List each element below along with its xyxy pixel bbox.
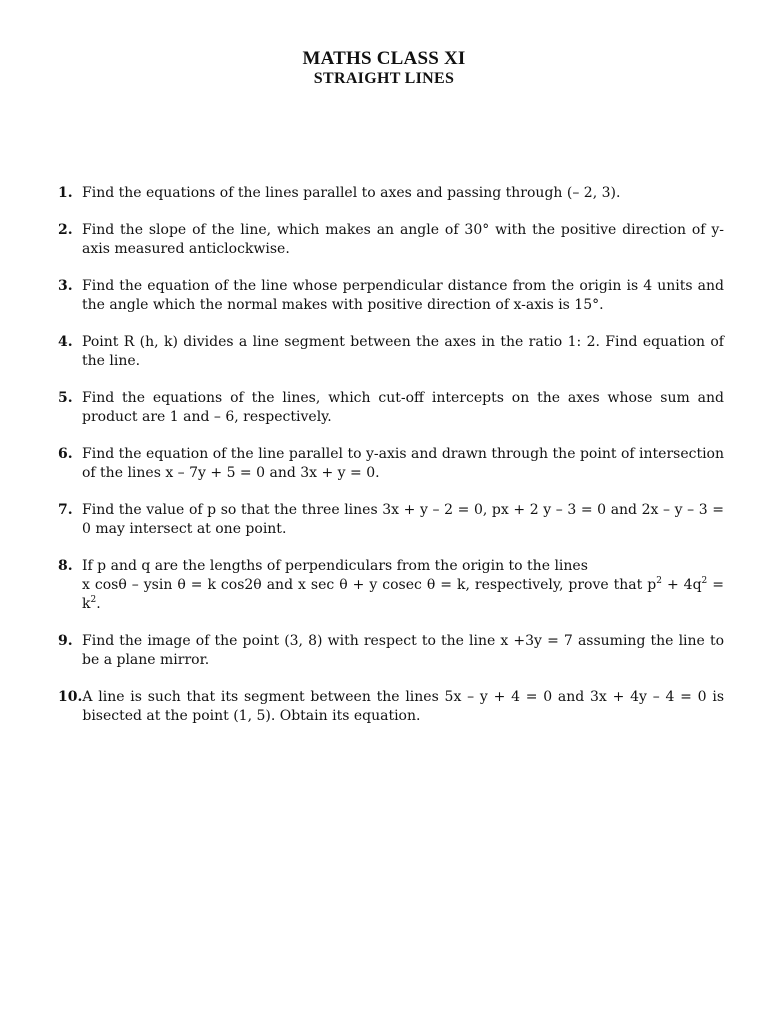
question-item (58, 333, 724, 371)
question-list (58, 184, 724, 744)
question-text: Find the equation of the line parallel to y-axis and drawn through the point of intersection of the lines x – 7y + 5 = 0 and 3x + y = 0. (82, 446, 724, 481)
question-text-line: If p and q are the lengths of perpendiculars from the origin to the lines (82, 558, 588, 574)
question-number: 5. (58, 390, 73, 406)
question-number: 9. (58, 633, 73, 649)
equation-text: x cosθ – ysin θ = k cos2θ and x sec θ + y cosec θ = k, respectively, prove that p (82, 577, 657, 593)
question-number: 7. (58, 502, 73, 518)
question-number: 8. (58, 558, 73, 574)
question-text: Point R (h, k) divides a line segment between the axes in the ratio 1: 2. Find equation of the line. (82, 334, 724, 369)
equation-text: = k (82, 577, 725, 612)
page-title: MATHS CLASS XI (302, 48, 466, 69)
exponent: 2 (90, 595, 97, 605)
question-item (58, 445, 724, 483)
question-number: 1. (58, 185, 73, 201)
question-text: Find the equation of the line whose perpendicular distance from the origin is 4 units and the angle which the normal makes with positive direction of x-axis is 15°. (82, 278, 724, 313)
question-item (58, 632, 724, 670)
equation-text: . (96, 596, 101, 612)
question-text: Find the equations of the lines, which cut-off intercepts on the axes whose sum and product are 1 and – 6, respectively. (82, 390, 724, 425)
equation-text: + 4q (661, 577, 702, 593)
question-number: 10. (58, 689, 83, 705)
question-item (58, 277, 724, 315)
question-item (58, 184, 724, 203)
exponent: 2 (701, 576, 708, 586)
question-item (58, 501, 724, 539)
page-subtitle: STRAIGHT LINES (313, 70, 455, 87)
question-item (58, 221, 724, 259)
question-item (58, 557, 724, 614)
exponent: 2 (656, 576, 662, 586)
question-number: 2. (58, 222, 73, 238)
question-number: 6. (58, 446, 73, 462)
question-text: Find the equations of the lines parallel to axes and passing through (– 2, 3). (82, 185, 621, 201)
question-item (58, 688, 724, 726)
question-text: Find the image of the point (3, 8) with respect to the line x +3y = 7 assuming the line to be a plane mirror. (82, 633, 724, 668)
question-text-line (82, 576, 724, 614)
question-text: Find the slope of the line, which makes an angle of 30° with the positive direction of y-axis measured anticlockwise. (82, 222, 724, 257)
question-text (82, 557, 724, 614)
question-text: Find the value of p so that the three lines 3x + y – 2 = 0, px + 2 y – 3 = 0 and 2x – y – 3 = 0 may intersect at one point. (82, 502, 724, 537)
question-number: 3. (58, 278, 73, 294)
question-number: 4. (58, 334, 73, 350)
question-item (58, 389, 724, 427)
question-text: A line is such that its segment between the lines 5x – y + 4 = 0 and 3x + 4y – 4 = 0 is bisected at the point (1, 5). Obtain its equation. (82, 689, 724, 724)
